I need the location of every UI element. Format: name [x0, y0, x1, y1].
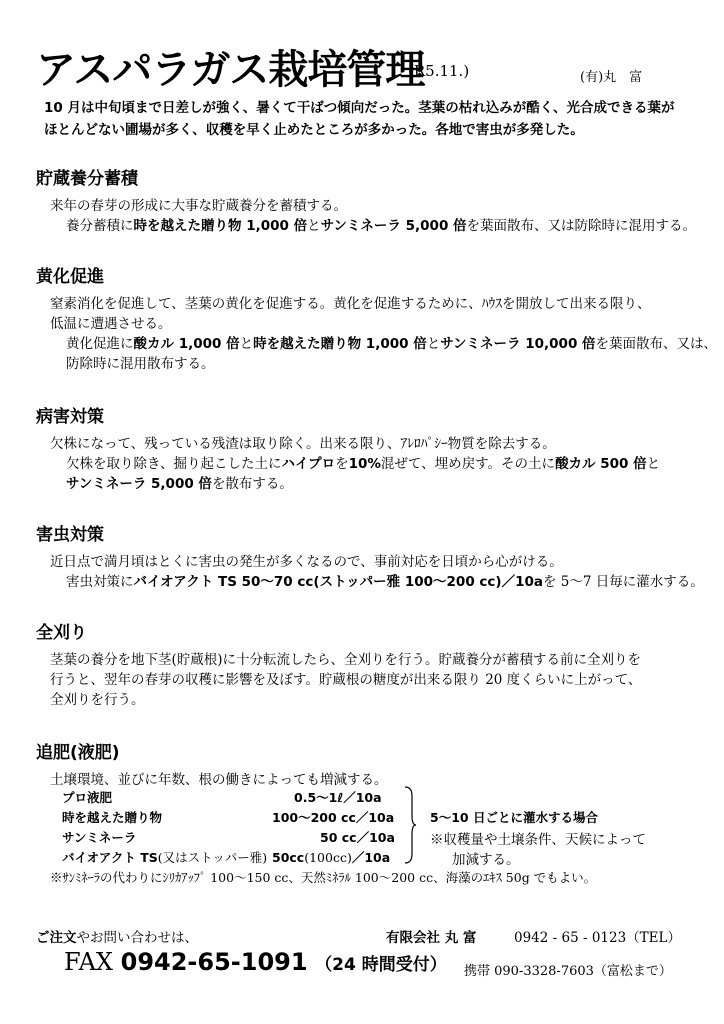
sec2-line-1: 窒素消化を促進して、茎葉の黄化を促進する。黄化を促進するために、ﾊｳｽを開放して出来る限り、 [50, 296, 651, 312]
fert-amount-3: 50 cc／10a [320, 830, 395, 845]
text: と [646, 456, 661, 472]
title-date: (R5.11.) [408, 62, 470, 80]
sec3-line-1: 欠株になって、残っている残渣は取り除く。出来る限り、ｱﾚﾛﾊﾟｼｰ物質を除去する。 [50, 436, 556, 452]
sec2-line-2: 低温に遭遇させる。 [50, 316, 172, 332]
product-text: サンミネーラ 10,000 倍 [440, 336, 596, 352]
sec4-line-1: 近日点で満月頃はとくに害虫の発生が多くなるので、事前対応を日頃から心がける。 [50, 554, 563, 570]
product-text: 時を越えた贈り物 1,000 倍 [253, 336, 427, 352]
phone-number: 0942 - 65 - 0123（TEL） [514, 930, 682, 946]
text: と [239, 336, 254, 352]
fert-footnote: ※ｻﾝﾐﾈｰﾗの代わりにｼﾘｶｱｯﾌﾟ 100～150 cc、天然ﾐﾈﾗﾙ 100～200 cc、海藻のｴｷｽ 50g でもよい。 [50, 870, 597, 885]
product-text: ハイプロ [281, 456, 336, 472]
fert-amount-2: 100～200 cc／10a [272, 810, 395, 825]
sec3-line-3 [66, 472, 293, 492]
fert-name-1: プロ液肥 [62, 790, 113, 805]
section-heading-storage: 貯蔵養分蓄積 [36, 169, 138, 189]
fert-amount-4 [272, 848, 390, 866]
text: を [335, 456, 349, 472]
fert-side-note-1: 5～10 日ごとに灌水する場合 [430, 810, 598, 825]
sec4-line-2 [66, 570, 704, 590]
sec5-line-2: 行うと、翌年の春芽の収穫に影響を及ぼす。貯蔵根の糖度が出来る限り 20 度くらいに上がって、 [50, 672, 642, 688]
mobile-number: 携帯 090-3328-7603（富松まで） [464, 964, 672, 979]
fert-name-3: サンミネーラ [62, 830, 137, 845]
text: 養分蓄積に [66, 218, 134, 234]
company-name: 有限会社 丸 富 [386, 930, 477, 946]
fert-side-note-3: 加減する。 [452, 852, 520, 868]
product-text: サンミネーラ 5,000 倍 [66, 476, 212, 492]
product-text: 10% [348, 456, 381, 472]
sec6-line-1: 土壌環境、並びに年数、根の働きによっても増減する。 [50, 772, 388, 788]
product-text: バイオアクト TS 50～70 cc(ストッパー雅 100～200 cc)／10a [133, 574, 543, 590]
section-heading-fertilizer: 追肥(液肥) [36, 743, 120, 763]
inquiry-text [36, 926, 198, 946]
section-heading-disease: 病害対策 [36, 407, 104, 427]
page-title: アスパラガス栽培管理 [36, 47, 425, 93]
text: と [307, 218, 321, 234]
sec1-line-1: 来年の春芽の形成に大事な貯蔵養分を蓄積する。 [50, 198, 347, 214]
text: を散布する。 [211, 476, 293, 492]
sec5-line-3: 全刈りを行う。 [50, 692, 145, 708]
text: を 5～7 日毎に灌水する。 [543, 574, 704, 590]
fert-amount-1: 0.5～1ℓ／10a [294, 790, 382, 805]
fax-line [64, 948, 447, 976]
fert-side-note-2: ※収穫量や土壌条件、天候によって [430, 832, 646, 848]
product-text: 時を越えた贈り物 1,000 倍 [133, 218, 308, 234]
text: やお問い合わせは、 [76, 930, 198, 946]
intro-line-2: ほとんどない圃場が多く、収穫を早く止めたところが多かった。各地で害虫が多発した。 [44, 122, 584, 138]
text: 害虫対策に [66, 574, 134, 590]
text: と [426, 336, 441, 352]
text: バイオアクト TS [62, 850, 158, 865]
sec1-line-2 [66, 214, 696, 234]
sec5-line-1: 茎葉の養分を地下茎(貯蔵根)に十分転流したら、全刈りを行う。貯蔵養分が蓄積する前に全刈りを [50, 652, 642, 668]
section-heading-pests: 害虫対策 [36, 525, 104, 545]
product-text: サンミネーラ 5,000 倍 [320, 218, 467, 234]
text: 黄化促進に [66, 336, 134, 352]
fax-note: （24 時間受付） [315, 955, 447, 975]
text: (又はストッパー雅) [157, 850, 268, 865]
fax-number: 0942-65-1091 [120, 948, 308, 976]
sec2-line-3 [66, 332, 717, 352]
text: を葉面散布、又は、 [595, 336, 718, 352]
section-heading-yellowing: 黄化促進 [36, 267, 104, 287]
text: 混ぜて、埋め戻す。その土に [380, 456, 556, 472]
sec2-line-4: 防除時に混用散布する。 [66, 356, 215, 372]
sec3-line-2 [66, 452, 660, 472]
intro-line-1: 10 月は中旬頃まで日差しが強く、暑くて干ばつ傾向だった。茎葉の枯れ込みが酷く、光合成できる葉が [44, 100, 675, 116]
fax-label: FAX [64, 948, 113, 976]
text: (100cc) [304, 850, 352, 865]
text: ご注文 [36, 930, 77, 946]
text: ／10a [351, 850, 391, 865]
product-text: 酸カル 1,000 倍 [133, 336, 240, 352]
text: 50cc [272, 850, 305, 865]
product-text: 酸カル 500 倍 [555, 456, 647, 472]
text: を葉面散布、又は防除時に混用する。 [466, 218, 697, 234]
section-heading-cutting: 全刈り [36, 623, 87, 643]
brace-icon [404, 786, 416, 864]
fert-name-2: 時を越えた贈り物 [62, 810, 163, 825]
fert-name-4 [62, 848, 267, 866]
text: 欠株を取り除き、掘り起こした土に [66, 456, 282, 472]
company-tag: (有)丸 富 [580, 70, 643, 85]
